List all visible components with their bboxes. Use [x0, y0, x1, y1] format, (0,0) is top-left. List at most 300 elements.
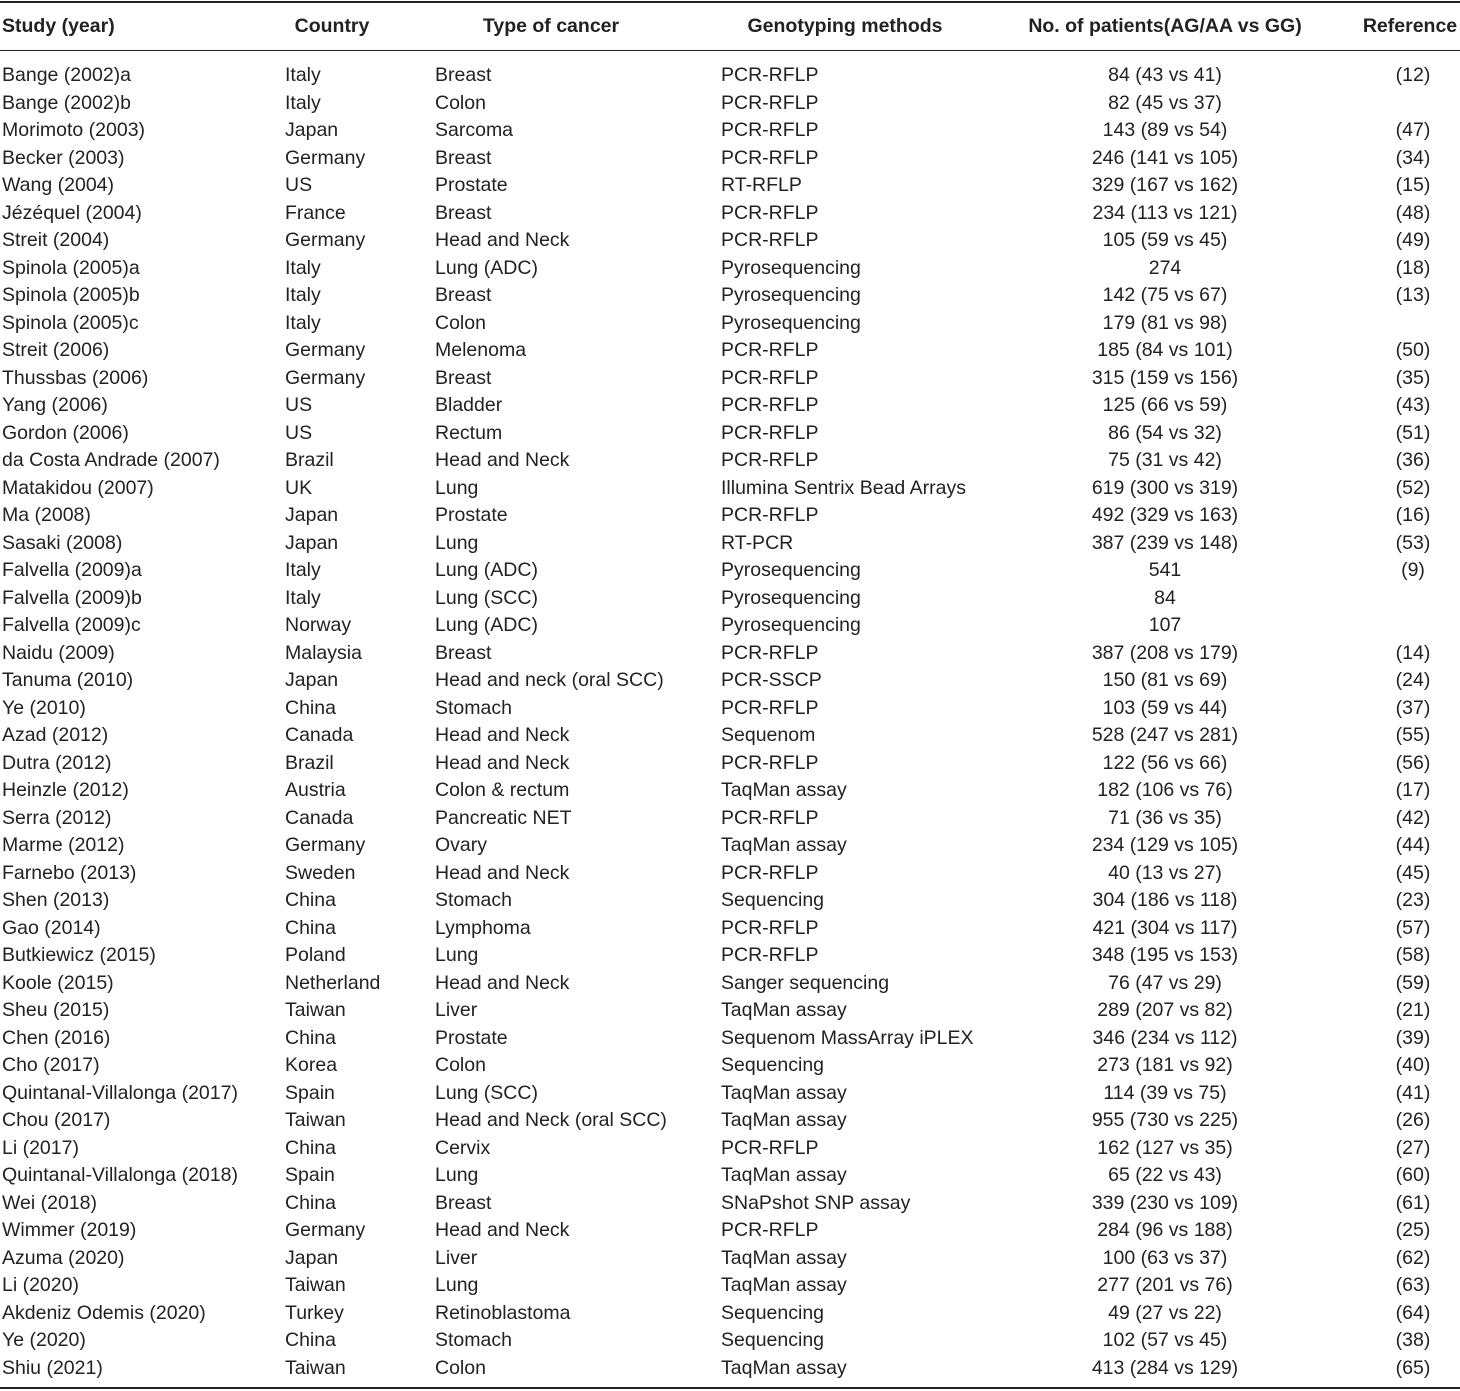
cell-country: Japan — [285, 669, 339, 691]
cell-study: Quintanal-Villalonga (2018) — [2, 1164, 238, 1186]
cell-reference: (9) — [1401, 559, 1425, 581]
cell-study: Koole (2015) — [2, 971, 114, 994]
cell-patients: 541 — [1148, 559, 1182, 581]
cell-reference: (53) — [1395, 531, 1431, 554]
table-row — [0, 1135, 1460, 1163]
cell-reference: (49) — [1395, 229, 1431, 251]
cell-genotyping-method: PCR-RFLP — [721, 229, 819, 251]
cell-country: Italy — [285, 256, 321, 279]
cell-country: Korea — [285, 1054, 338, 1076]
cell-study: Azad (2012) — [2, 724, 109, 746]
cell-reference: (36) — [1395, 449, 1431, 471]
table-row — [0, 915, 1460, 943]
cell-study: Falvella (2009)c — [2, 614, 141, 636]
cell-cancer-type: Breast — [435, 284, 492, 306]
cell-study: Marme (2012) — [2, 834, 125, 856]
table-row — [0, 337, 1460, 365]
cell-cancer-type: Head and neck (oral SCC) — [435, 669, 664, 691]
cell-reference: (34) — [1395, 146, 1431, 169]
cell-genotyping-method: PCR-RFLP — [721, 91, 819, 114]
table-row — [0, 557, 1460, 585]
cell-country: Poland — [285, 944, 346, 966]
cell-genotyping-method: PCR-RFLP — [721, 64, 819, 86]
cell-country: China — [285, 1329, 336, 1351]
cell-study: Heinzle (2012) — [2, 779, 129, 801]
cell-patients: 413 (284 vs 129) — [1091, 1356, 1239, 1379]
cell-patients: 346 (234 vs 112) — [1092, 1026, 1238, 1049]
cell-reference: (57) — [1395, 916, 1431, 939]
cell-patients: 75 (31 vs 42) — [1108, 449, 1222, 471]
cell-patients: 102 (57 vs 45) — [1102, 1329, 1228, 1351]
table-row — [0, 1190, 1460, 1218]
table-row — [0, 860, 1460, 888]
cell-country: Germany — [285, 366, 366, 389]
cell-patients: 273 (181 vs 92) — [1097, 1054, 1233, 1076]
cell-reference: (43) — [1395, 394, 1431, 416]
cell-reference: (24) — [1395, 669, 1431, 691]
cell-study: Li (2020) — [2, 1274, 79, 1296]
cell-genotyping-method: Sequenom MassArray iPLEX — [721, 1026, 974, 1049]
cell-genotyping-method: TaqMan assay — [721, 1164, 847, 1186]
cell-study: Azuma (2020) — [2, 1246, 125, 1269]
cell-study: Wei (2018) — [2, 1191, 98, 1214]
cell-country: Germany — [285, 146, 366, 169]
cell-genotyping-method: PCR-RFLP — [721, 751, 819, 774]
cell-genotyping-method: Pyrosequencing — [721, 559, 861, 581]
cell-reference: (59) — [1395, 971, 1431, 994]
cell-patients: 82 (45 vs 37) — [1108, 91, 1222, 114]
table-row — [0, 585, 1460, 613]
cell-cancer-type: Stomach — [435, 696, 512, 719]
table-row — [0, 997, 1460, 1025]
table-row — [0, 255, 1460, 283]
cell-genotyping-method: PCR-RFLP — [721, 861, 819, 884]
cell-genotyping-method: PCR-RFLP — [721, 1219, 819, 1241]
table-row — [0, 117, 1460, 145]
cell-patients: 162 (127 vs 35) — [1097, 1136, 1233, 1159]
cell-country: China — [285, 1191, 336, 1214]
table-row — [0, 777, 1460, 805]
table-row — [0, 1025, 1460, 1053]
cell-genotyping-method: RT-RFLP — [721, 174, 802, 196]
cell-country: Italy — [285, 284, 321, 306]
table-row — [0, 502, 1460, 530]
cell-cancer-type: Lung (ADC) — [435, 614, 538, 636]
bottom-rule — [0, 1387, 1460, 1389]
cell-study: Sasaki (2008) — [2, 531, 123, 554]
cell-country: China — [285, 696, 336, 719]
cell-reference: (18) — [1395, 256, 1431, 279]
cell-patients: 387 (239 vs 148) — [1091, 531, 1239, 554]
cell-cancer-type: Sarcoma — [435, 119, 514, 141]
cell-study: Quintanal-Villalonga (2017) — [2, 1081, 238, 1104]
table-row — [0, 887, 1460, 915]
cell-patients: 76 (47 vs 29) — [1108, 971, 1222, 994]
cell-study: Bange (2002)b — [2, 91, 132, 114]
cell-patients: 315 (159 vs 156) — [1091, 366, 1239, 389]
cell-country: Canada — [285, 806, 354, 829]
cell-country: Italy — [285, 586, 321, 609]
cell-country: China — [285, 1026, 336, 1049]
cell-reference: (62) — [1395, 1246, 1431, 1269]
header-study: Study (year) — [2, 15, 115, 37]
cell-reference: (16) — [1395, 504, 1431, 526]
cell-genotyping-method: PCR-RFLP — [721, 641, 819, 664]
header-type: Type of cancer — [482, 15, 620, 37]
cell-patients: 955 (730 vs 225) — [1091, 1109, 1239, 1131]
cell-cancer-type: Stomach — [435, 1329, 512, 1351]
cell-cancer-type: Head and Neck (oral SCC) — [435, 1109, 667, 1131]
cell-study: Gordon (2006) — [2, 421, 129, 444]
cell-patients: 289 (207 vs 82) — [1097, 999, 1233, 1021]
cell-patients: 65 (22 vs 43) — [1108, 1164, 1222, 1186]
cell-genotyping-method: Pyrosequencing — [721, 256, 861, 279]
table-row — [0, 200, 1460, 228]
cell-genotyping-method: Sanger sequencing — [721, 971, 890, 994]
cell-patients: 71 (36 vs 35) — [1108, 806, 1222, 829]
cell-genotyping-method: PCR-RFLP — [721, 944, 819, 966]
cell-study: Chou (2017) — [2, 1109, 111, 1131]
cell-country: Japan — [285, 504, 339, 526]
cell-reference: (58) — [1395, 944, 1431, 966]
table-row — [0, 667, 1460, 695]
cell-cancer-type: Prostate — [435, 174, 508, 196]
cell-reference: (47) — [1395, 119, 1431, 141]
cell-genotyping-method: TaqMan assay — [721, 1274, 847, 1296]
cell-cancer-type: Lymphoma — [435, 916, 531, 939]
cell-reference: (21) — [1395, 999, 1431, 1021]
table-row — [0, 1162, 1460, 1190]
cell-reference: (37) — [1395, 696, 1431, 719]
cell-reference: (25) — [1395, 1219, 1431, 1241]
cell-country: Taiwan — [285, 999, 346, 1021]
table-row — [0, 475, 1460, 503]
cell-cancer-type: Retinoblastoma — [435, 1301, 571, 1324]
cell-study: Morimoto (2003) — [2, 119, 146, 141]
cell-cancer-type: Lung — [435, 1164, 479, 1186]
cell-reference: (64) — [1395, 1301, 1431, 1324]
cell-genotyping-method: Illumina Sentrix Bead Arrays — [721, 476, 966, 499]
cell-study: Spinola (2005)a — [2, 256, 140, 279]
cell-study: Tanuma (2010) — [2, 669, 134, 691]
cell-cancer-type: Prostate — [435, 504, 508, 526]
cell-cancer-type: Breast — [435, 366, 492, 389]
cell-genotyping-method: PCR-RFLP — [721, 449, 819, 471]
cell-study: Wang (2004) — [2, 174, 115, 196]
cell-cancer-type: Breast — [435, 201, 492, 224]
cell-patients: 421 (304 vs 117) — [1092, 916, 1238, 939]
cell-study: Ye (2020) — [2, 1329, 86, 1351]
cell-country: Spain — [285, 1164, 335, 1186]
cell-study: Falvella (2009)b — [2, 586, 142, 609]
cell-country: China — [285, 889, 336, 911]
table-row — [0, 420, 1460, 448]
table-row — [0, 1300, 1460, 1328]
cell-genotyping-method: PCR-RFLP — [721, 119, 819, 141]
cell-genotyping-method: PCR-RFLP — [721, 1136, 819, 1159]
cell-genotyping-method: PCR-RFLP — [721, 366, 819, 389]
cell-patients: 103 (59 vs 44) — [1102, 696, 1228, 719]
cell-genotyping-method: PCR-RFLP — [721, 421, 819, 444]
cell-cancer-type: Head and Neck — [435, 971, 570, 994]
cell-genotyping-method: TaqMan assay — [721, 1081, 847, 1104]
cell-study: da Costa Andrade (2007) — [2, 449, 220, 471]
cell-cancer-type: Prostate — [435, 1026, 508, 1049]
table-row — [0, 365, 1460, 393]
cell-genotyping-method: PCR-RFLP — [721, 806, 819, 829]
cell-country: Canada — [285, 724, 354, 746]
cell-country: Italy — [285, 559, 321, 581]
table-row — [0, 90, 1460, 118]
cell-reference: (60) — [1395, 1164, 1431, 1186]
cell-cancer-type: Breast — [435, 1191, 492, 1214]
cell-cancer-type: Lung (ADC) — [435, 256, 538, 279]
cell-patients: 348 (195 vs 153) — [1091, 944, 1239, 966]
cell-genotyping-method: PCR-RFLP — [721, 696, 819, 719]
cell-patients: 339 (230 vs 109) — [1091, 1191, 1239, 1214]
cell-patients: 105 (59 vs 45) — [1102, 229, 1228, 251]
cell-reference: (14) — [1395, 641, 1431, 664]
table-row — [0, 612, 1460, 640]
cell-patients: 284 (96 vs 188) — [1097, 1219, 1233, 1241]
cell-genotyping-method: Sequencing — [721, 1301, 825, 1324]
cell-cancer-type: Lung (ADC) — [435, 559, 538, 581]
cell-genotyping-method: Pyrosequencing — [721, 284, 861, 306]
cell-study: Serra (2012) — [2, 806, 112, 829]
table-row — [0, 970, 1460, 998]
cell-country: US — [285, 394, 313, 416]
cell-patients: 122 (56 vs 66) — [1102, 751, 1228, 774]
cell-country: Germany — [285, 339, 366, 361]
cell-reference: (12) — [1395, 64, 1431, 86]
cell-cancer-type: Colon & rectum — [435, 779, 570, 801]
cell-genotyping-method: TaqMan assay — [721, 1356, 847, 1379]
cell-patients: 185 (84 vs 101) — [1097, 339, 1233, 361]
cell-country: Taiwan — [285, 1109, 346, 1131]
cell-reference: (38) — [1395, 1329, 1431, 1351]
header-patients: No. of patients(AG/AA vs GG) — [1028, 15, 1302, 37]
cell-cancer-type: Head and Neck — [435, 449, 570, 471]
cell-cancer-type: Lung — [435, 944, 479, 966]
cell-reference: (40) — [1395, 1054, 1431, 1076]
table-row — [0, 392, 1460, 420]
cell-patients: 304 (186 vs 118) — [1092, 889, 1238, 911]
cell-reference: (61) — [1395, 1191, 1431, 1214]
cell-study: Naidu (2009) — [2, 641, 115, 664]
cell-reference: (45) — [1395, 861, 1431, 884]
cell-country: Italy — [285, 311, 321, 334]
cell-study: Li (2017) — [2, 1136, 79, 1159]
header-reference: Reference — [1362, 15, 1458, 37]
cell-country: Netherland — [285, 971, 381, 994]
cell-genotyping-method: PCR-RFLP — [721, 201, 819, 224]
cell-country: Italy — [285, 91, 321, 114]
cell-study: Jézéquel (2004) — [2, 201, 142, 224]
cell-study: Bange (2002)a — [2, 64, 132, 86]
table-header — [0, 0, 1460, 50]
cell-genotyping-method: Pyrosequencing — [721, 311, 861, 334]
cell-reference: (55) — [1395, 724, 1431, 746]
cell-country: Germany — [285, 1219, 366, 1241]
table-row — [0, 1245, 1460, 1273]
cell-genotyping-method: Sequenom — [721, 724, 816, 746]
cell-study: Chen (2016) — [2, 1026, 111, 1049]
cell-cancer-type: Head and Neck — [435, 724, 570, 746]
cell-reference: (51) — [1395, 421, 1431, 444]
cell-patients: 125 (66 vs 59) — [1102, 394, 1228, 416]
header-rule — [0, 50, 1460, 51]
table-row — [0, 310, 1460, 338]
cell-cancer-type: Pancreatic NET — [435, 806, 572, 829]
table-row — [0, 227, 1460, 255]
table-row — [0, 62, 1460, 90]
cell-study: Sheu (2015) — [2, 999, 110, 1021]
cell-cancer-type: Rectum — [435, 421, 503, 444]
cell-reference: (50) — [1395, 339, 1431, 361]
cell-patients: 84 — [1154, 586, 1176, 609]
cell-genotyping-method: TaqMan assay — [721, 1109, 847, 1131]
cell-genotyping-method: TaqMan assay — [721, 779, 847, 801]
cell-cancer-type: Lung — [435, 1274, 479, 1296]
cell-study: Butkiewicz (2015) — [2, 944, 156, 966]
cell-country: US — [285, 174, 313, 196]
cell-genotyping-method: TaqMan assay — [721, 1246, 847, 1269]
cell-study: Yang (2006) — [2, 394, 108, 416]
cell-country: Germany — [285, 834, 366, 856]
cell-cancer-type: Head and Neck — [435, 751, 570, 774]
cell-genotyping-method: SNaPshot SNP assay — [721, 1191, 911, 1214]
cell-country: Japan — [285, 531, 339, 554]
cell-patients: 40 (13 vs 27) — [1108, 861, 1222, 884]
cell-cancer-type: Colon — [435, 1356, 486, 1379]
cell-study: Becker (2003) — [2, 146, 125, 169]
cell-country: Norway — [285, 614, 352, 636]
cell-study: Shiu (2021) — [2, 1356, 103, 1379]
cell-country: Japan — [285, 1246, 339, 1269]
table-row — [0, 640, 1460, 668]
cell-reference: (63) — [1395, 1274, 1431, 1296]
cell-reference: (56) — [1395, 751, 1431, 774]
table-row — [0, 1107, 1460, 1135]
cell-study: Streit (2004) — [2, 229, 110, 251]
cell-study: Spinola (2005)c — [2, 311, 139, 334]
cell-study: Ma (2008) — [2, 504, 91, 526]
cell-genotyping-method: TaqMan assay — [721, 834, 847, 856]
cell-reference: (41) — [1395, 1081, 1431, 1104]
cell-reference: (42) — [1395, 806, 1431, 829]
table-row — [0, 832, 1460, 860]
cell-reference: (35) — [1395, 366, 1431, 389]
cell-genotyping-method: Pyrosequencing — [721, 614, 861, 636]
cell-cancer-type: Bladder — [435, 394, 503, 416]
table-row — [0, 145, 1460, 173]
table-body — [0, 62, 1460, 1382]
cell-country: Italy — [285, 64, 321, 86]
cell-patients: 619 (300 vs 319) — [1091, 476, 1239, 499]
table-row — [0, 1052, 1460, 1080]
cell-patients: 107 — [1148, 614, 1182, 636]
cell-genotyping-method: Sequencing — [721, 1054, 825, 1076]
cell-cancer-type: Head and Neck — [435, 229, 570, 251]
cell-patients: 143 (89 vs 54) — [1102, 119, 1228, 141]
cell-reference: (52) — [1395, 476, 1431, 499]
cell-study: Spinola (2005)b — [2, 284, 140, 306]
cell-cancer-type: Lung — [435, 476, 479, 499]
cell-study: Thussbas (2006) — [2, 366, 149, 389]
header-country: Country — [294, 15, 370, 37]
cell-cancer-type: Cervix — [435, 1136, 491, 1159]
cell-study: Ye (2010) — [2, 696, 86, 719]
cell-patients: 277 (201 vs 76) — [1097, 1274, 1233, 1296]
cell-genotyping-method: PCR-RFLP — [721, 916, 819, 939]
cell-patients: 329 (167 vs 162) — [1091, 174, 1239, 196]
cell-patients: 100 (63 vs 37) — [1102, 1246, 1228, 1269]
cell-country: Germany — [285, 229, 366, 251]
cell-genotyping-method: PCR-RFLP — [721, 146, 819, 169]
cell-study: Dutra (2012) — [2, 751, 112, 774]
cell-country: US — [285, 421, 313, 444]
cell-country: Malaysia — [285, 641, 362, 664]
cell-country: Taiwan — [285, 1274, 346, 1296]
cell-country: Sweden — [285, 861, 356, 884]
cell-cancer-type: Colon — [435, 91, 486, 114]
cell-country: UK — [285, 476, 313, 499]
cell-country: Turkey — [285, 1301, 344, 1324]
cell-study: Streit (2006) — [2, 339, 110, 361]
cell-reference: (23) — [1395, 889, 1431, 911]
cell-cancer-type: Lung (SCC) — [435, 1081, 538, 1104]
cell-genotyping-method: Sequencing — [721, 889, 825, 911]
cell-reference: (15) — [1395, 174, 1431, 196]
table-row — [0, 805, 1460, 833]
cell-country: Taiwan — [285, 1356, 346, 1379]
cell-patients: 234 (129 vs 105) — [1091, 834, 1239, 856]
table-row — [0, 447, 1460, 475]
cell-cancer-type: Liver — [435, 999, 478, 1021]
cell-country: Brazil — [285, 751, 334, 774]
cell-reference: (17) — [1395, 779, 1431, 801]
cell-genotyping-method: Sequencing — [721, 1329, 825, 1351]
cell-reference: (65) — [1395, 1356, 1431, 1379]
cell-patients: 49 (27 vs 22) — [1108, 1301, 1222, 1324]
cell-patients: 150 (81 vs 69) — [1102, 669, 1228, 691]
cell-genotyping-method: TaqMan assay — [721, 999, 847, 1021]
table-row — [0, 1217, 1460, 1245]
cell-reference: (26) — [1395, 1109, 1431, 1131]
table-row — [0, 695, 1460, 723]
cell-country: China — [285, 916, 336, 939]
cell-genotyping-method: Pyrosequencing — [721, 586, 861, 609]
cell-study: Falvella (2009)a — [2, 559, 142, 581]
table-row — [0, 1327, 1460, 1355]
cell-cancer-type: Colon — [435, 1054, 486, 1076]
cell-genotyping-method: PCR-SSCP — [721, 669, 822, 691]
cell-cancer-type: Breast — [435, 64, 492, 86]
cell-patients: 492 (329 vs 163) — [1091, 504, 1239, 526]
cell-reference: (39) — [1395, 1026, 1431, 1049]
cell-study: Matakidou (2007) — [2, 476, 154, 499]
cell-patients: 84 (43 vs 41) — [1108, 64, 1222, 86]
cell-reference: (44) — [1395, 834, 1431, 856]
table-row — [0, 750, 1460, 778]
cell-genotyping-method: PCR-RFLP — [721, 339, 819, 361]
cell-patients: 274 — [1148, 256, 1182, 279]
table-row — [0, 530, 1460, 558]
cell-patients: 387 (208 vs 179) — [1091, 641, 1239, 664]
cell-patients: 86 (54 vs 32) — [1108, 421, 1222, 444]
cell-country: China — [285, 1136, 336, 1159]
cell-country: Brazil — [285, 449, 334, 471]
